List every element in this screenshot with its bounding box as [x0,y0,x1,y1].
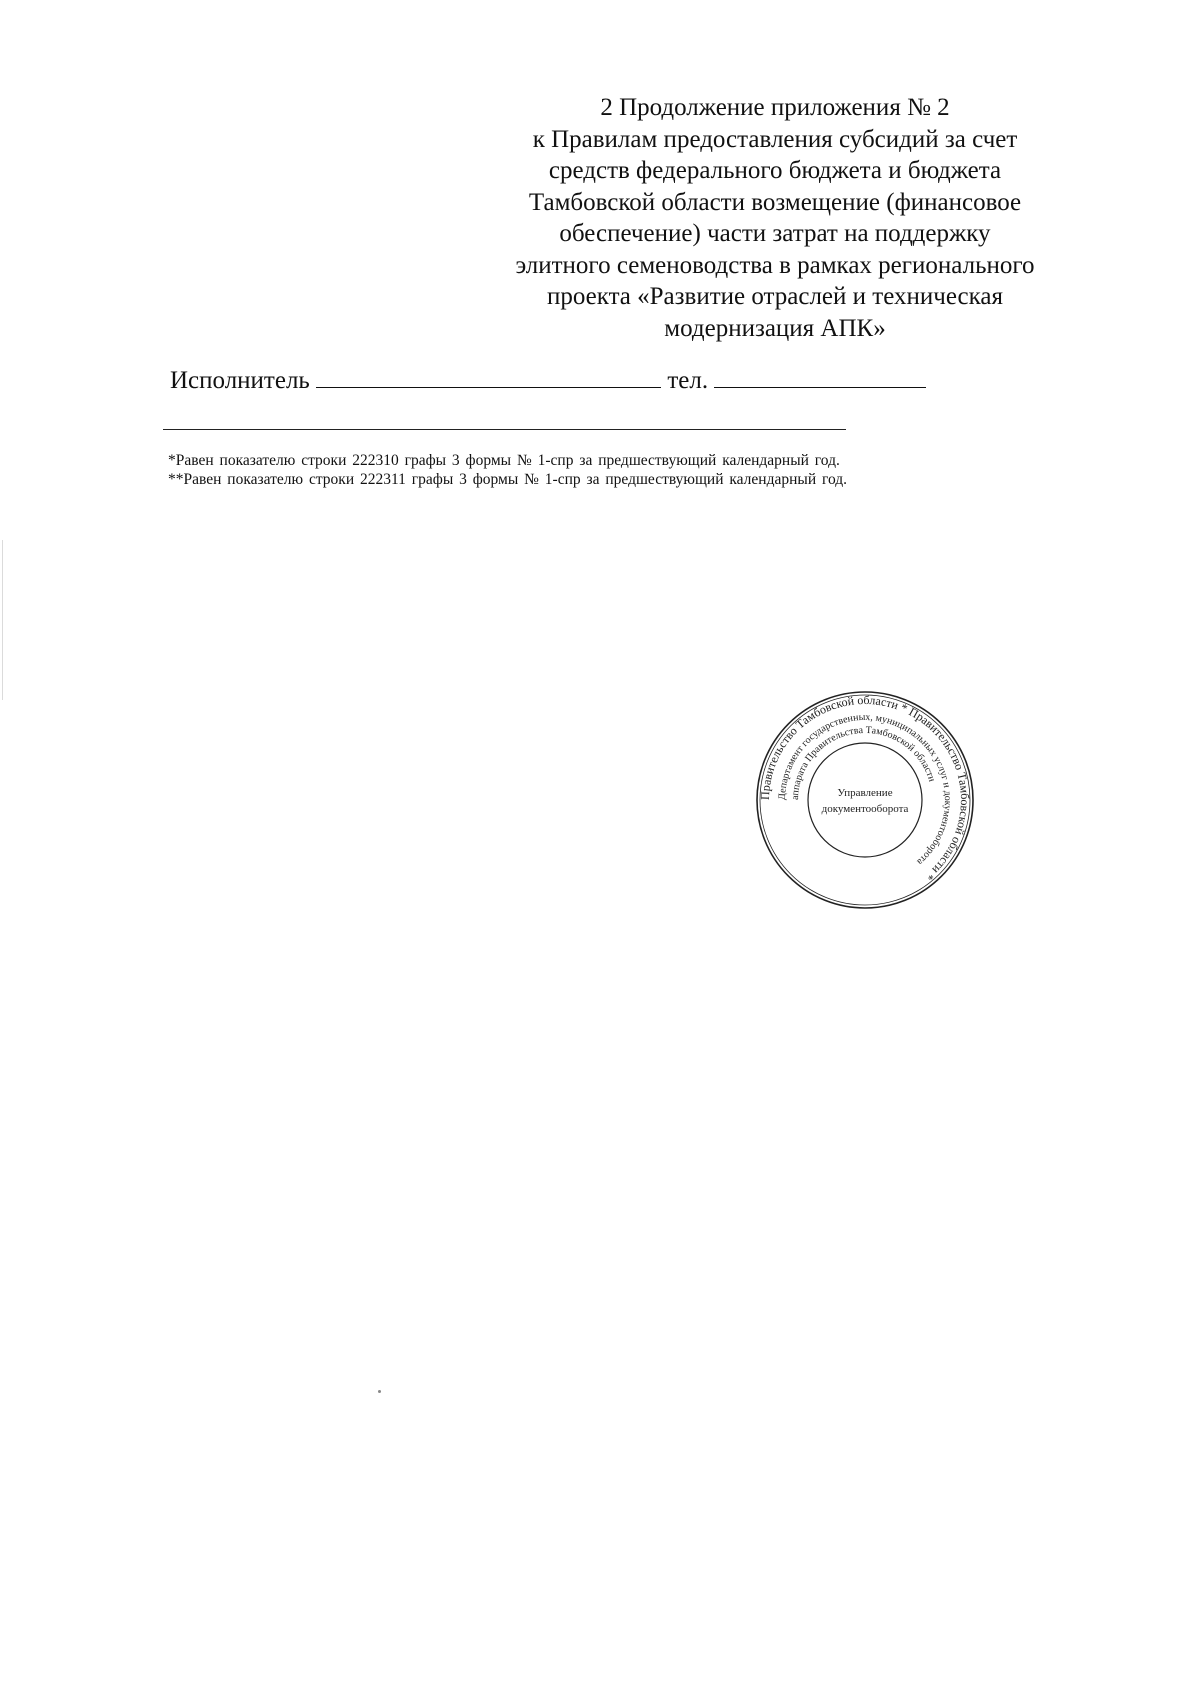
header-line: проекта «Развитие отраслей и техническая [546,283,1003,310]
header-line: модернизация АПК» [664,314,886,342]
header-line: Тамбовской области возмещение (финансовое [528,188,1022,216]
footnote: **Равен показателю строки 222311 графы 3 формы № 1-спр за предшествующий календарный год. [168,471,848,488]
scan-artifact [378,1390,381,1393]
stamp-middle-text: Департамент государственных, муниципальных услуг и документооборота [776,711,954,868]
header-line: элитного семеноводства в рамках регионального [515,251,1035,279]
executor-blank [316,365,661,388]
stamp-center-line: документооборота [821,803,909,815]
stamp-outer-text: Правительство Тамбовской области * Правительство Тамбовской области * [757,692,973,884]
footnote-divider [163,429,846,430]
stamp-inner-text: аппарата Правительства Тамбовской области [789,724,938,801]
scan-artifact [2,540,3,700]
phone-blank [714,365,926,388]
header-line: к Правилам предоставления субсидий за счет [532,125,1018,153]
footnote: *Равен показателю строки 222310 графы 3 формы № 1-спр за предшествующий календарный год. [168,452,840,469]
executor-line [170,365,926,395]
header-line: обеспечение) части затрат на поддержку [559,220,991,247]
appendix-header [490,92,1060,344]
phone-label: тел. [667,367,709,394]
header-line: 2 Продолжение приложения № 2 [600,94,950,121]
executor-label: Исполнитель [170,367,310,394]
stamp-center-line: Управление [837,787,893,799]
header-line: средств федерального бюджета и бюджета [548,157,1002,184]
official-stamp [755,690,975,910]
